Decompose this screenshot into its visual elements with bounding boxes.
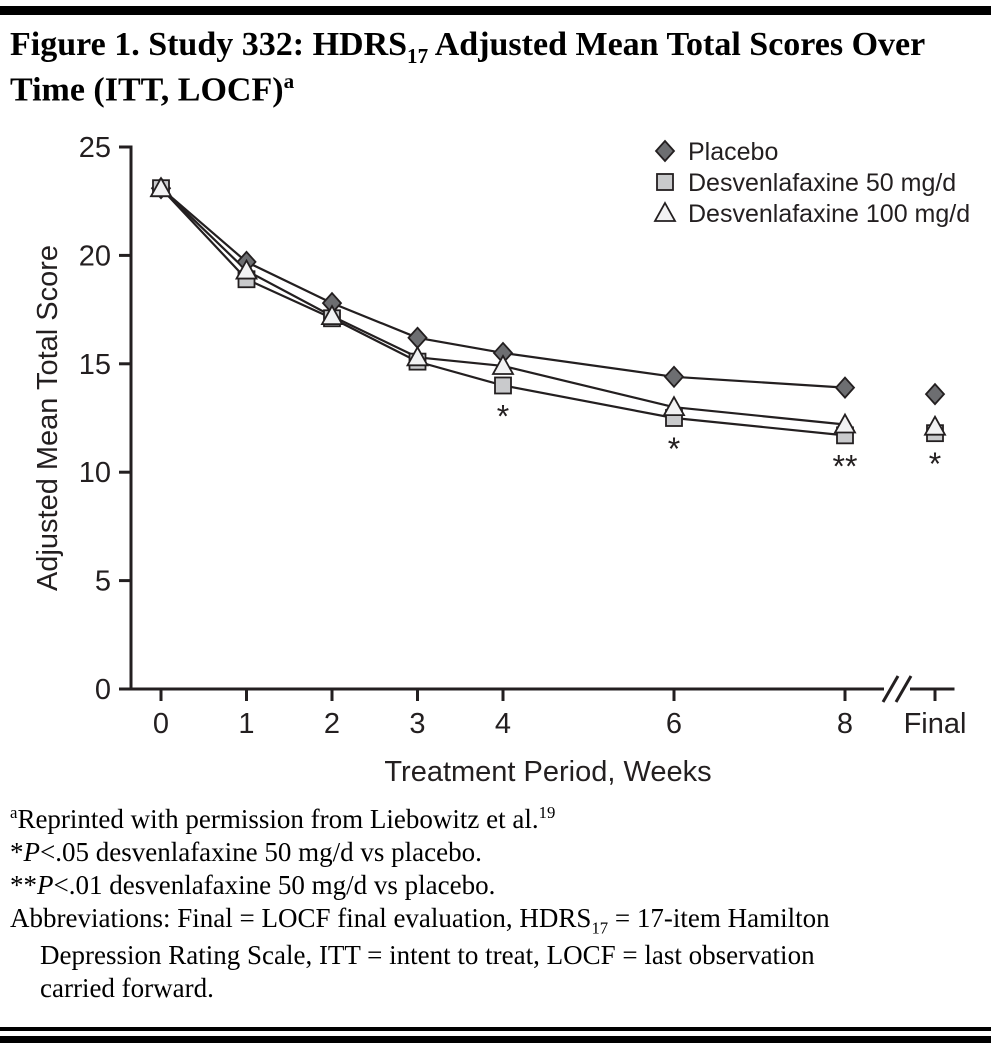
y-tick-label: 5 — [94, 565, 111, 598]
axes — [131, 147, 953, 689]
footnote-pvalue-05-text: <.05 desvenlafaxine 50 mg/d vs placebo. — [40, 837, 482, 868]
placebo-marker — [665, 367, 683, 387]
significance-asterisk: * — [667, 431, 681, 468]
desvenlafaxine-50-mg-d-marker — [495, 378, 511, 394]
p-italic: P — [37, 870, 54, 901]
x-tick-label: 1 — [238, 708, 255, 741]
y-tick-label: 15 — [78, 349, 111, 382]
y-tick-label: 10 — [78, 457, 111, 490]
figure-page — [0, 6, 991, 1005]
legend-marker-desvenlafaxine-50-mg-d — [657, 174, 673, 190]
footnote-a-superscript: a — [10, 803, 18, 823]
significance-asterisk: * — [928, 446, 942, 483]
x-axis-title: Treatment Period, Weeks — [384, 756, 712, 789]
x-tick-label: 0 — [152, 708, 170, 741]
placebo-marker — [409, 328, 427, 348]
placebo-final-marker — [926, 384, 944, 404]
x-tick-label: 8 — [836, 708, 854, 741]
abbreviations-text-2: = 17-item Hamilton Depression Rating Scale, ITT = intent to treat, LOCF = last observation carried forward. — [40, 903, 830, 1003]
footnotes — [10, 803, 991, 1004]
legend-marker-desvenlafaxine-100-mg-d — [655, 203, 675, 221]
y-axis-title: Adjusted Mean Total Score — [32, 245, 64, 592]
footnote-citation-superscript: 19 — [538, 803, 556, 823]
x-tick-label: 2 — [323, 708, 341, 741]
footnote-pvalue-01-text: <.01 desvenlafaxine 50 mg/d vs placebo. — [53, 870, 496, 901]
footnote-pvalue-01 — [10, 869, 991, 902]
x-tick-label-final: Final — [903, 708, 967, 741]
abbreviations-subscript: 17 — [591, 918, 609, 938]
footnote-pvalue-05 — [10, 836, 991, 869]
double-asterisk: ** — [10, 870, 37, 901]
y-tick-label: 25 — [78, 132, 111, 165]
footnote-reprint — [10, 803, 991, 836]
y-tick-label: 0 — [94, 674, 111, 707]
significance-asterisk: ** — [832, 448, 858, 485]
legend-label-desvenlafaxine-100-mg-d: Desvenlafaxine 100 mg/d — [688, 200, 971, 229]
legend-label-desvenlafaxine-50-mg-d: Desvenlafaxine 50 mg/d — [688, 169, 957, 198]
hdrs17-line-chart — [0, 111, 991, 801]
title-text-1: Figure 1. Study 332: HDRS — [10, 26, 408, 63]
title-text-2: Adjusted Mean Total Scores Over Time (ITT, LOCF) — [10, 26, 925, 109]
p-italic: P — [23, 837, 40, 868]
figure-title — [10, 25, 973, 111]
y-tick-label: 20 — [78, 240, 111, 273]
placebo-marker — [836, 378, 854, 398]
legend-label-placebo: Placebo — [688, 138, 779, 167]
abbreviations-text-1: Abbreviations: Final = LOCF final evaluation, HDRS — [10, 903, 592, 934]
bottom-rule-thin — [0, 1027, 991, 1031]
footnote-abbreviations — [10, 902, 842, 1005]
top-rule — [0, 6, 991, 15]
x-tick-label: 3 — [409, 708, 426, 741]
x-tick-label: 4 — [494, 708, 512, 741]
title-superscript: a — [283, 69, 295, 94]
significance-asterisk: * — [496, 398, 510, 435]
footnote-reprint-text: Reprinted with permission from Liebowitz et al. — [17, 804, 539, 835]
title-subscript: 17 — [407, 43, 429, 68]
single-asterisk: * — [10, 837, 24, 868]
bottom-rule-thick — [0, 1036, 991, 1043]
legend-marker-placebo — [656, 141, 674, 161]
x-tick-label: 6 — [665, 708, 683, 741]
